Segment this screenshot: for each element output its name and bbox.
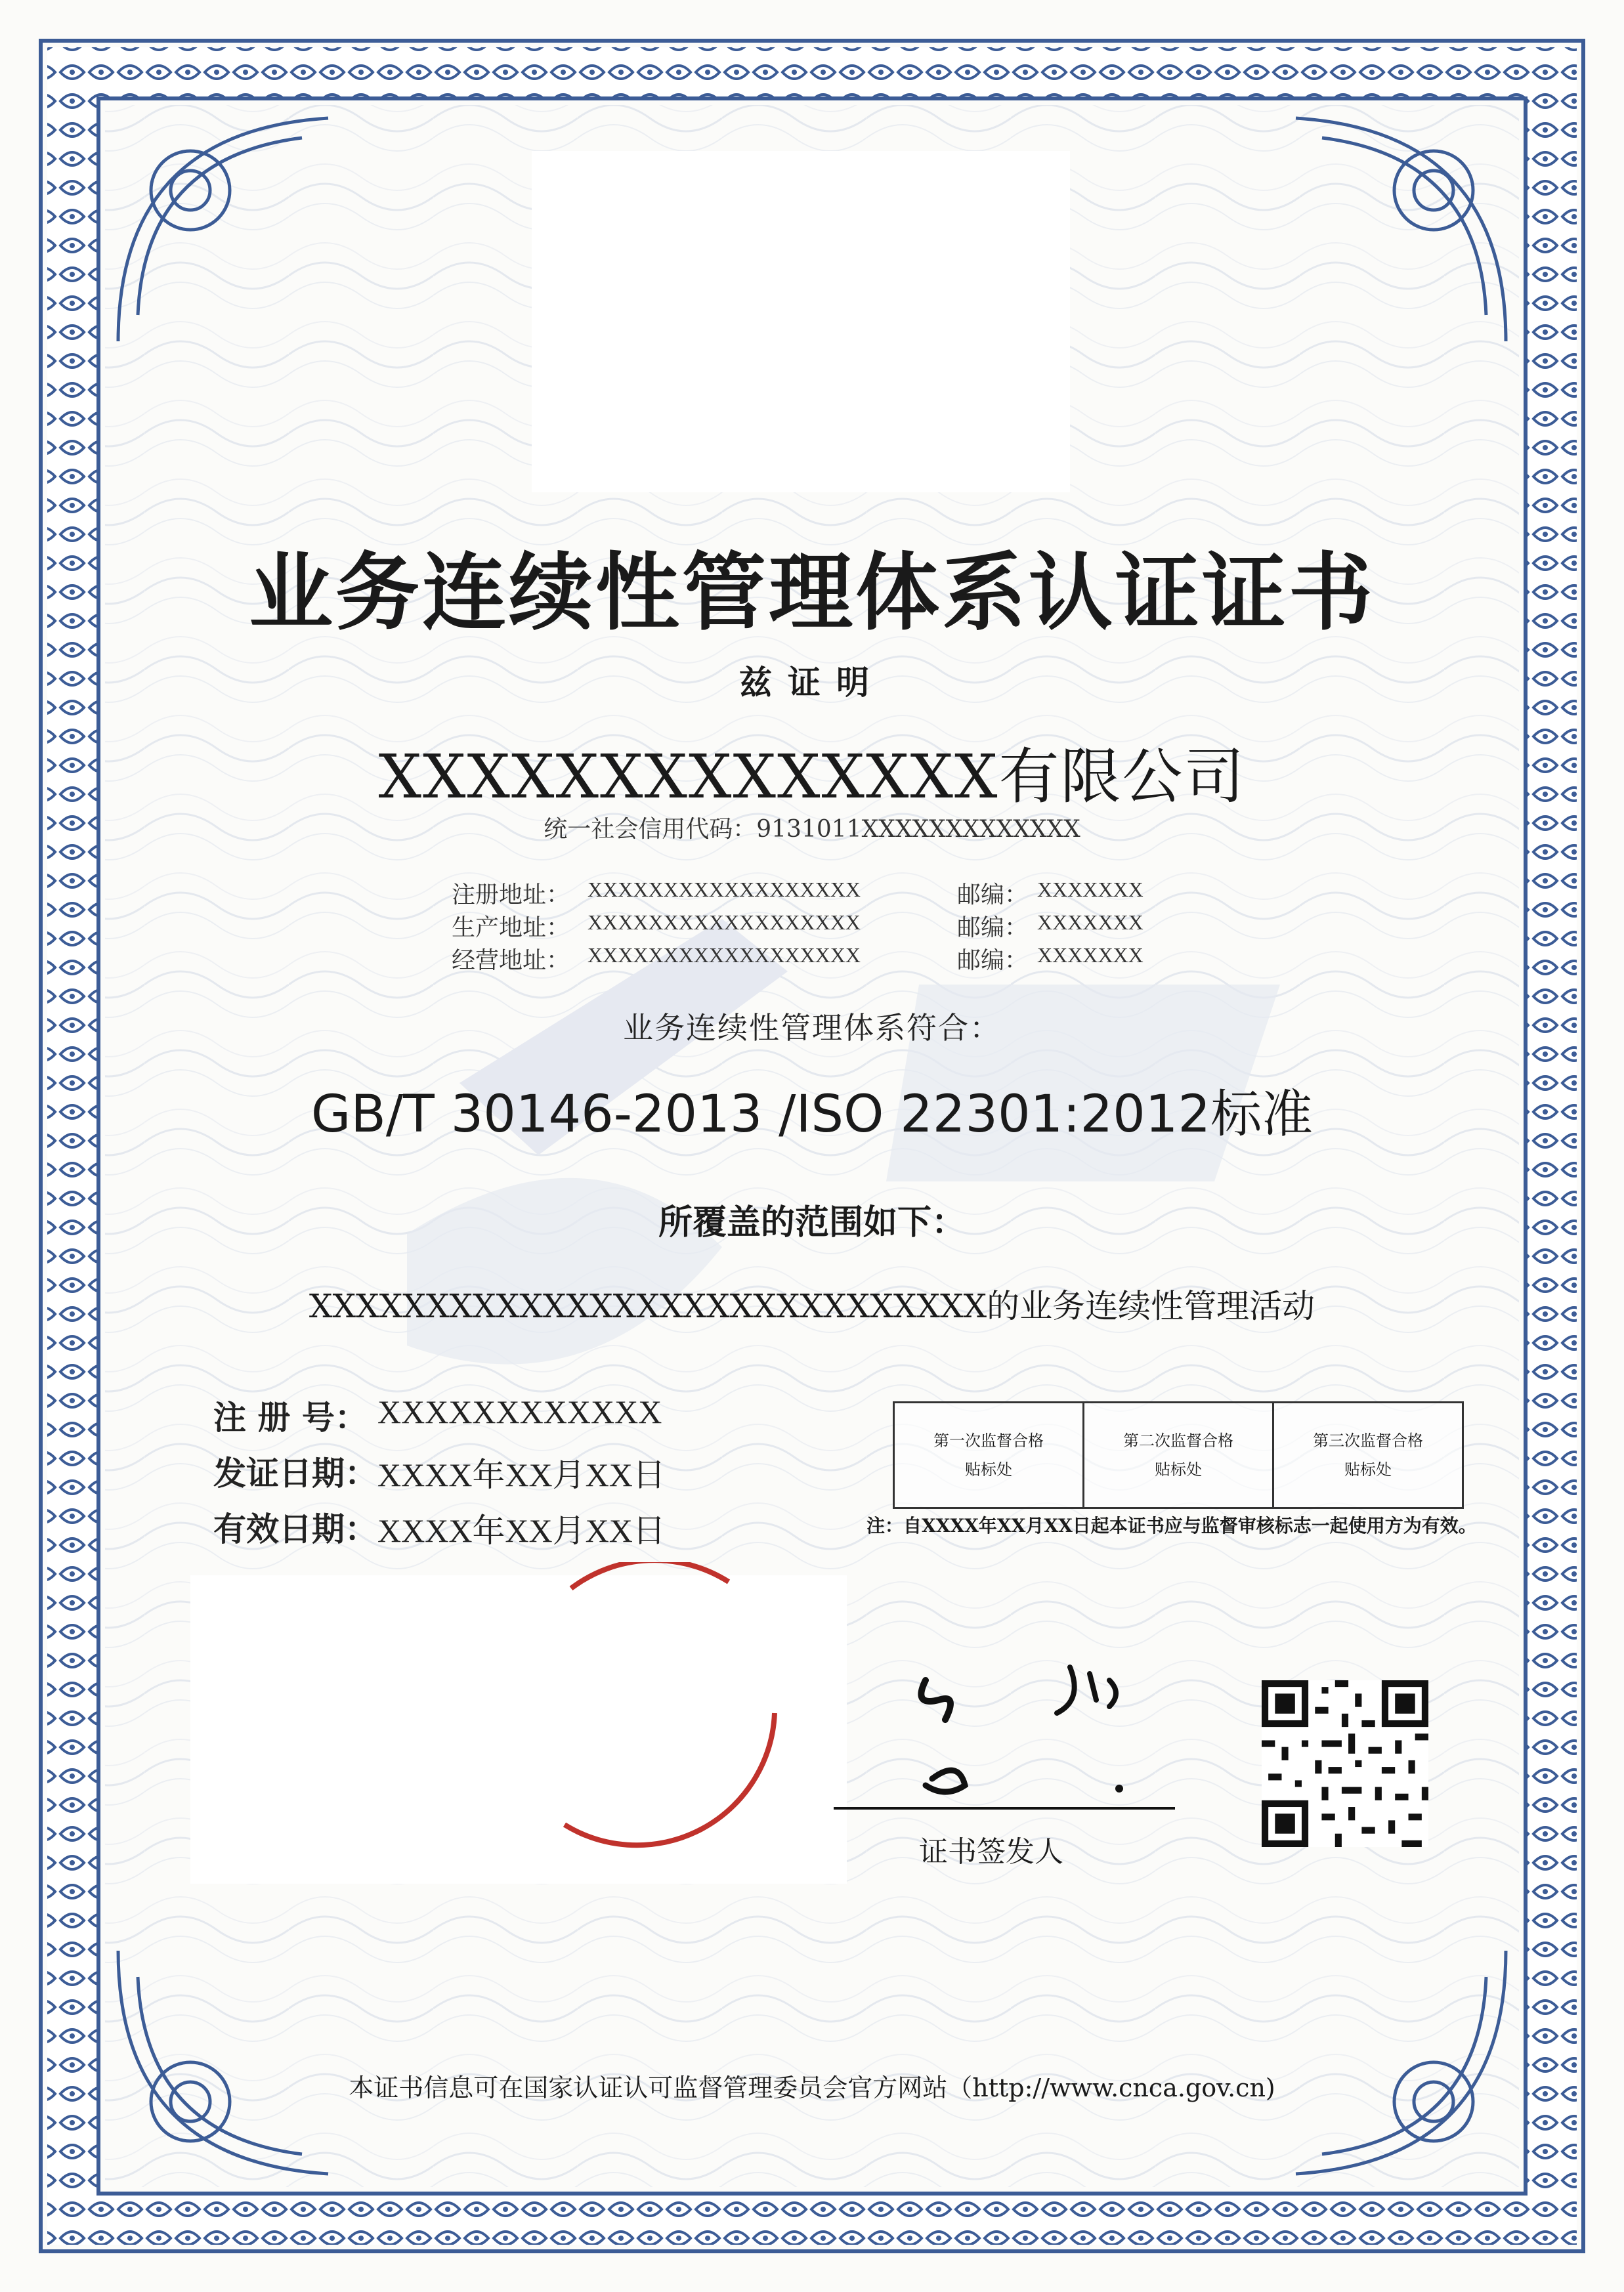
address-label-production: 生产地址： (452, 914, 570, 941)
certificate-title: 业务连续性管理体系认证证书 (248, 543, 1375, 642)
address-value-production: XXXXXXXXXXXXXXXXXX (588, 910, 861, 934)
standard-name: GB/T 30146-2013 /ISO 22301:2012标准 (310, 1085, 1314, 1144)
hereby-label: 兹证明 (739, 663, 885, 702)
registration-label: 注 册 号： (213, 1398, 368, 1437)
credit-code: 统一社会信用代码：9131011XXXXXXXXXXXXX (544, 816, 1080, 843)
supervision-cell-sub: 贴标处 (965, 1460, 1012, 1479)
supervision-cell-3 (1274, 1403, 1462, 1507)
red-seal-icon (512, 1562, 827, 1877)
address-label-registered: 注册地址： (452, 881, 570, 908)
issue-date-value: XXXX年XX月XX日 (377, 1456, 666, 1493)
company-name: XXXXXXXXXXXXXX有限公司 (378, 742, 1246, 812)
zip-value-production: XXXXXXX (1037, 910, 1143, 934)
qr-code-icon (1262, 1680, 1428, 1847)
zip-value-registered: XXXXXXX (1037, 878, 1143, 901)
conformity-statement: 业务连续性管理体系符合： (623, 1010, 1001, 1046)
address-label-operating: 经营地址： (452, 947, 570, 974)
supervision-table (893, 1401, 1464, 1509)
issue-date-label: 发证日期： (213, 1454, 377, 1493)
registration-value: XXXXXXXXXXXX (377, 1393, 662, 1430)
supervision-cell-sub: 贴标处 (1344, 1460, 1392, 1479)
blank-logo-area (532, 151, 1070, 492)
supervision-cell-1 (895, 1403, 1084, 1507)
zip-label-operating: 邮编： (957, 947, 1029, 974)
scope-heading: 所覆盖的范围如下： (658, 1202, 966, 1242)
zip-value-operating: XXXXXXX (1037, 943, 1143, 967)
zip-label-registered: 邮编： (957, 881, 1029, 908)
valid-date-value: XXXX年XX月XX日 (377, 1512, 666, 1549)
signer-label: 证书签发人 (919, 1835, 1063, 1869)
supervision-cell-2 (1084, 1403, 1274, 1507)
supervision-cell-title: 第一次监督合格 (933, 1432, 1044, 1450)
scope-text: XXXXXXXXXXXXXXXXXXXXXXXXXXXXX的业务连续性管理活动 (309, 1287, 1315, 1325)
supervision-cell-title: 第三次监督合格 (1313, 1432, 1423, 1450)
supervision-cell-sub: 贴标处 (1155, 1460, 1202, 1479)
validity-note: 注：自XXXX年XX月XX日起本证书应与监督审核标志一起使用方为有效。 (866, 1515, 1477, 1537)
handwritten-signature (834, 1661, 1201, 1818)
zip-label-production: 邮编： (957, 914, 1029, 941)
valid-date-label: 有效日期： (213, 1510, 377, 1548)
supervision-cell-title: 第二次监督合格 (1123, 1432, 1233, 1450)
address-value-operating: XXXXXXXXXXXXXXXXXX (588, 943, 861, 967)
address-value-registered: XXXXXXXXXXXXXXXXXX (588, 878, 861, 901)
footer-website-note: 本证书信息可在国家认证认可监督管理委员会官方网站（http://www.cnca.gov.cn) (349, 2073, 1275, 2102)
